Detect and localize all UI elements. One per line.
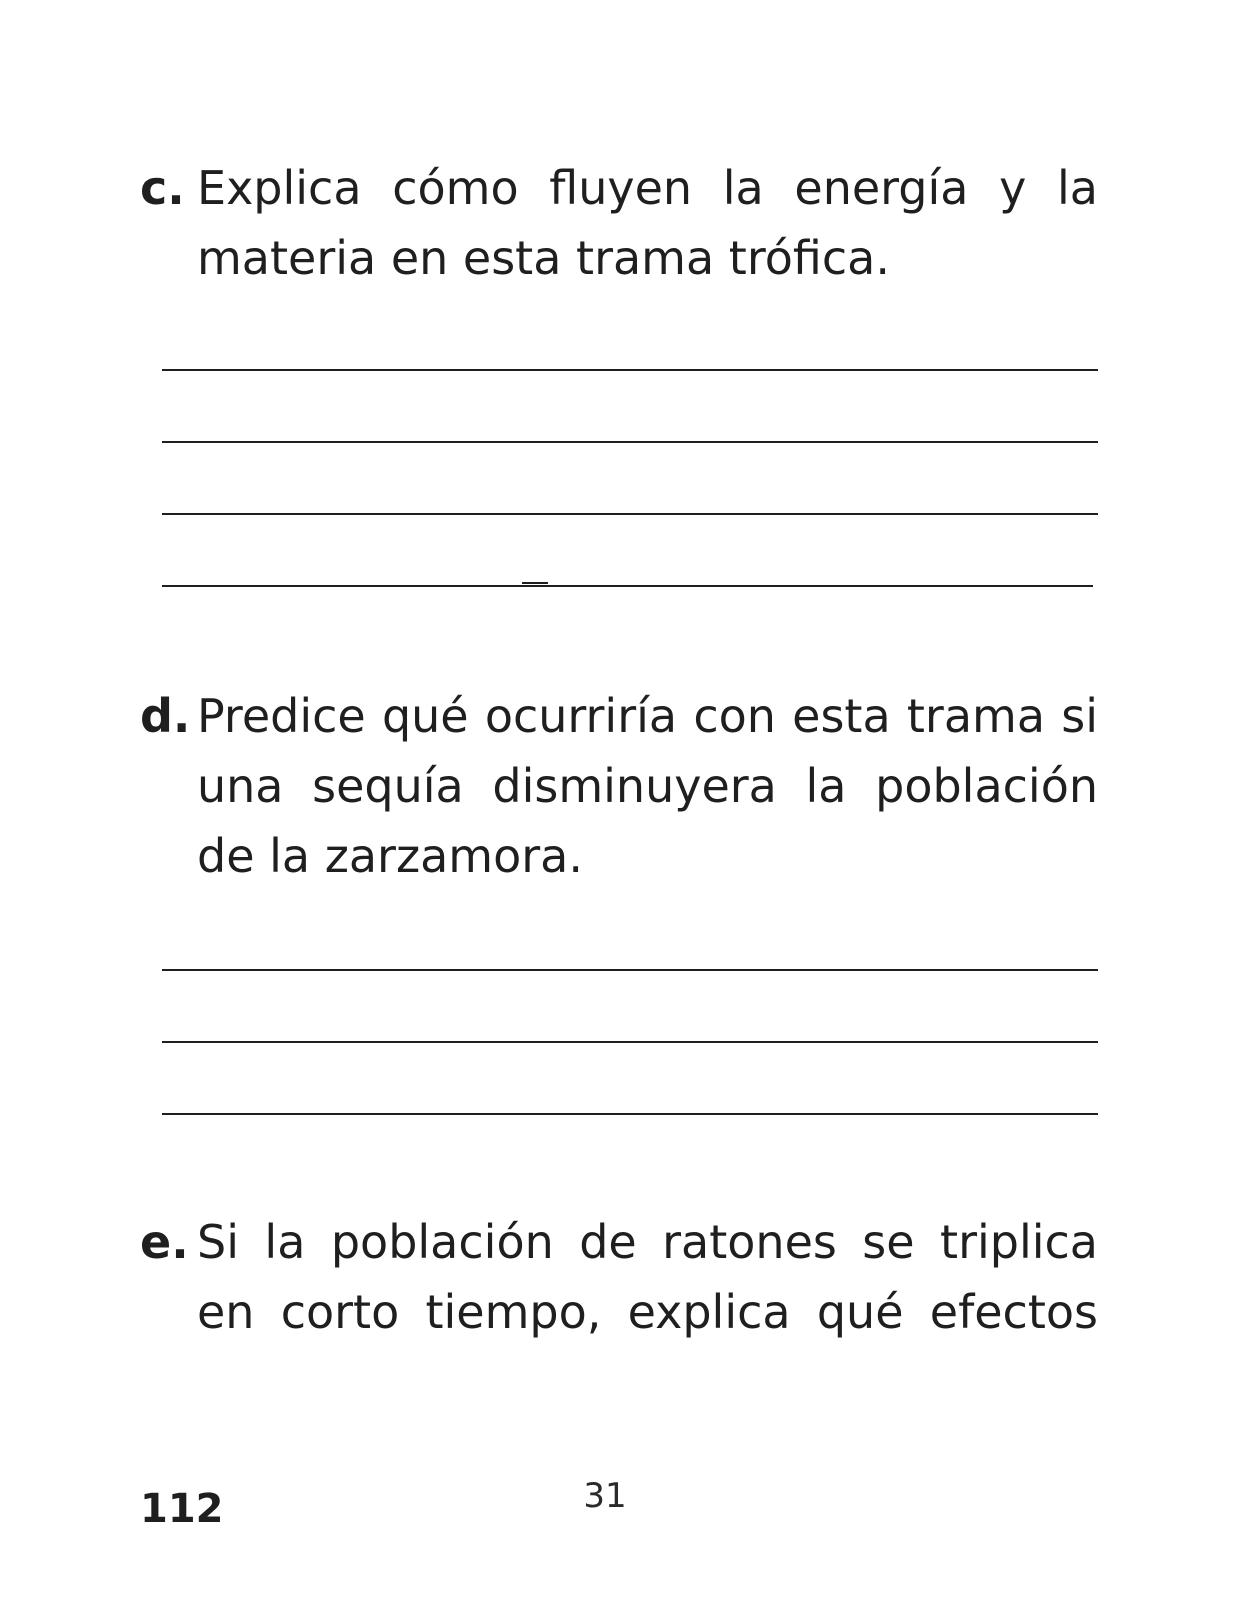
answer-line[interactable] xyxy=(162,1113,1098,1115)
question-letter: c. xyxy=(140,161,185,215)
question-letter: e. xyxy=(140,1215,189,1269)
page-number: 31 xyxy=(583,1476,627,1516)
answer-line[interactable] xyxy=(162,441,1098,443)
answer-line[interactable] xyxy=(162,513,1098,515)
line-mark xyxy=(522,582,548,584)
question-text: Explica cómo fluyen la energía y la materia en esta trama trófica. xyxy=(197,161,1098,285)
question-letter: d. xyxy=(140,689,191,743)
book-page-number: 112 xyxy=(140,1486,224,1532)
question-text: Predice qué ocurriría con esta trama si una sequía disminuyera la población de la zarzamora. xyxy=(197,689,1098,883)
question-e xyxy=(140,1207,1098,1347)
answer-line[interactable] xyxy=(162,1041,1098,1043)
question-text: Si la población de ratones se triplica en corto tiempo, explica qué efectos xyxy=(197,1215,1098,1339)
answer-line[interactable] xyxy=(162,969,1098,971)
question-d xyxy=(140,681,1098,891)
question-c xyxy=(140,153,1098,293)
answer-line[interactable] xyxy=(162,369,1098,371)
answer-line[interactable] xyxy=(162,585,1093,587)
